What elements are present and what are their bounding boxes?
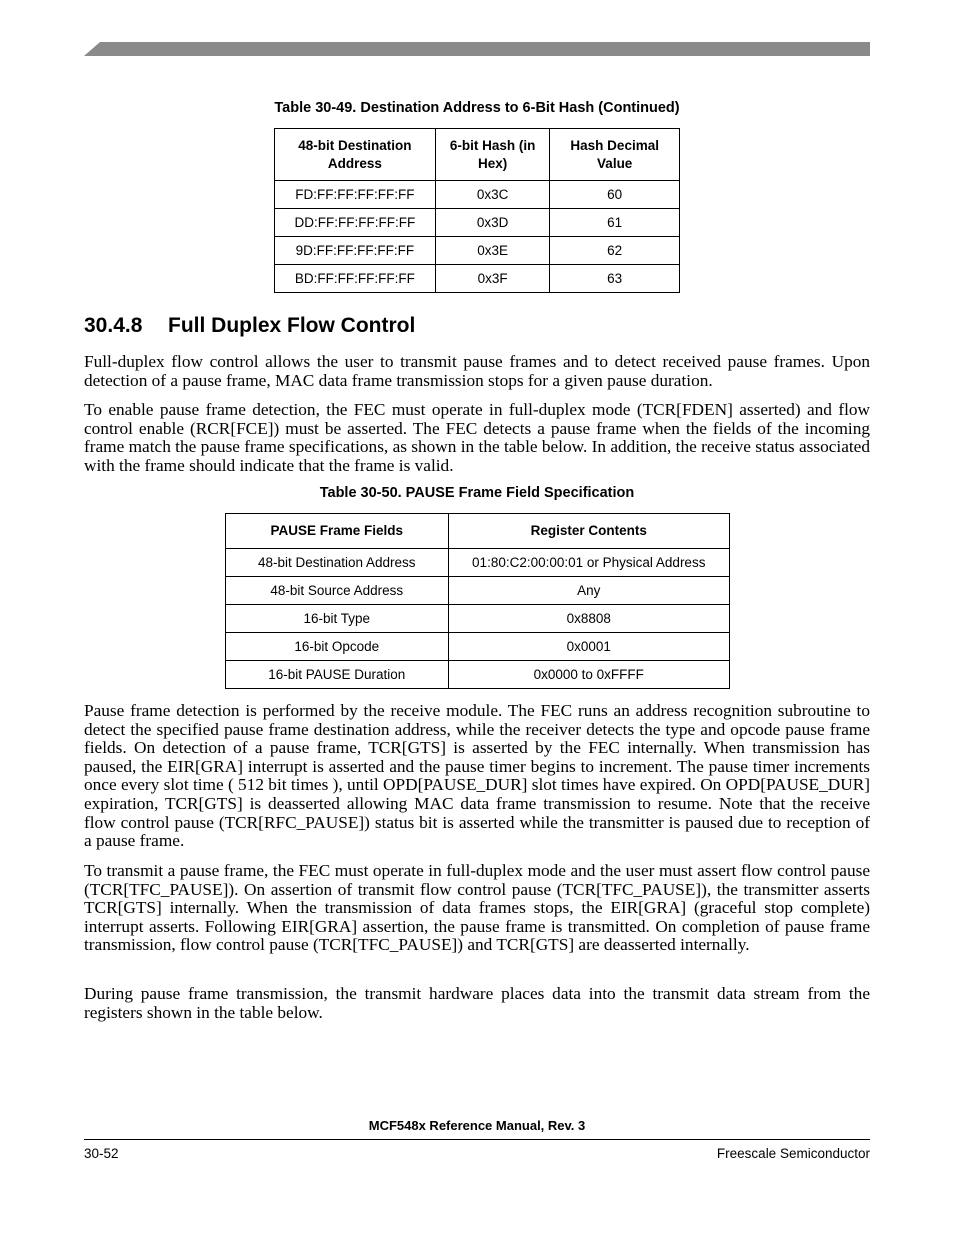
table-49-caption: Table 30-49. Destination Address to 6-Bit Hash (Continued) [274, 100, 680, 116]
company-name: Freescale Semiconductor [716, 1146, 870, 1161]
section-heading [84, 314, 415, 338]
table-cell: 9D:FF:FF:FF:FF:FF [275, 237, 436, 265]
table-cell: FD:FF:FF:FF:FF:FF [275, 181, 436, 209]
table-cell: 01:80:C2:00:00:01 or Physical Address [448, 549, 729, 577]
table-row [226, 605, 730, 633]
table-row [226, 633, 730, 661]
table-cell: 0x0000 to 0xFFFF [448, 661, 729, 689]
table-row [275, 181, 680, 209]
page-number: 30-52 [84, 1146, 119, 1161]
section-title: Full Duplex Flow Control [168, 314, 416, 337]
table-row [226, 577, 730, 605]
pause-frame-table [225, 513, 730, 689]
table-cell: 62 [550, 237, 680, 265]
table-cell: BD:FF:FF:FF:FF:FF [275, 265, 436, 293]
table-row [226, 549, 730, 577]
column-header: 48-bit Destination Address [275, 129, 436, 181]
table-cell: DD:FF:FF:FF:FF:FF [275, 209, 436, 237]
table-cell: 0x8808 [448, 605, 729, 633]
table-cell: 61 [550, 209, 680, 237]
section-number: 30.4.8 [84, 314, 143, 337]
column-header: Hash Decimal Value [550, 129, 680, 181]
paragraph-4: To transmit a pause frame, the FEC must operate in full-duplex mode and the user must assert flow control pause (TCR[TFC_PAUSE]). On assertion of transmit flow control pause (TCR[TFC_PAUSE]), the transmitter asserts TCR[GTS] internally. When the transmission of data frames stops, the EIR[GRA] (graceful stop complete) interrupt asserts. Following EIR[GRA] assertion, the pause frame is transmitted. On completion of pause frame transmission, flow control pause (TCR[TFC_PAUSE]) and TCR[GTS] are deasserted internally. [84, 861, 870, 955]
footer-manual-title: MCF548x Reference Manual, Rev. 3 [368, 1118, 586, 1133]
table-cell: 63 [550, 265, 680, 293]
column-header: PAUSE Frame Fields [226, 514, 449, 549]
table-cell: 0x0001 [448, 633, 729, 661]
table-header-row [275, 129, 680, 181]
paragraph-2: To enable pause frame detection, the FEC must operate in full-duplex mode (TCR[FDEN] asserted) and flow control enable (RCR[FCE]) must be asserted. The FEC detects a pause frame when the fields of the incoming frame match the pause frame specifications, as shown in the table below. In addition, the receive status associated with the frame should indicate that the frame is valid. [84, 400, 870, 475]
paragraph-3: Pause frame detection is performed by the receive module. The FEC runs an address recognition subroutine to detect the specified pause frame destination address, while the receiver detects the type and opcode pause frame fields. On detection of a pause frame, TCR[GTS] is asserted by the FEC internally. When transmission has paused, the EIR[GRA] interrupt is asserted and the pause timer begins to increment. The pause timer increments once every slot time ( 512 bit times ), until OPD[PAUSE_DUR] slot times have expired. On OPD[PAUSE_DUR] expiration, TCR[GTS] is deasserted allowing MAC data frame transmission to resume. Note that the receive flow control pause (TCR[RFC_PAUSE]) status bit is asserted while the transmitter is paused due to reception of a pause frame. [84, 701, 870, 851]
table-cell: 0x3D [435, 209, 550, 237]
table-cell: 0x3F [435, 265, 550, 293]
destination-hash-table [274, 128, 680, 293]
paragraph-5: During pause frame transmission, the transmit hardware places data into the transmit data stream from the registers shown in the table below. [84, 984, 870, 1022]
table-cell: 16-bit PAUSE Duration [226, 661, 449, 689]
paragraph-1: Full-duplex flow control allows the user to transmit pause frames and to detect received pause frames. Upon detection of a pause frame, MAC data frame transmission stops for a given pause duration. [84, 352, 870, 390]
table-row [226, 661, 730, 689]
table-cell: 0x3E [435, 237, 550, 265]
column-header: Register Contents [448, 514, 729, 549]
table-row [275, 265, 680, 293]
table-row [275, 209, 680, 237]
table-cell: 0x3C [435, 181, 550, 209]
table-cell: 48-bit Destination Address [226, 549, 449, 577]
table-cell: Any [448, 577, 729, 605]
footer-divider [84, 1139, 870, 1140]
column-header: 6-bit Hash (in Hex) [435, 129, 550, 181]
table-cell: 60 [550, 181, 680, 209]
table-50-caption: Table 30-50. PAUSE Frame Field Specification [319, 485, 635, 501]
table-cell: 16-bit Opcode [226, 633, 449, 661]
table-row [275, 237, 680, 265]
header-decorative-bar [84, 42, 870, 56]
table-header-row [226, 514, 730, 549]
table-cell: 48-bit Source Address [226, 577, 449, 605]
table-cell: 16-bit Type [226, 605, 449, 633]
